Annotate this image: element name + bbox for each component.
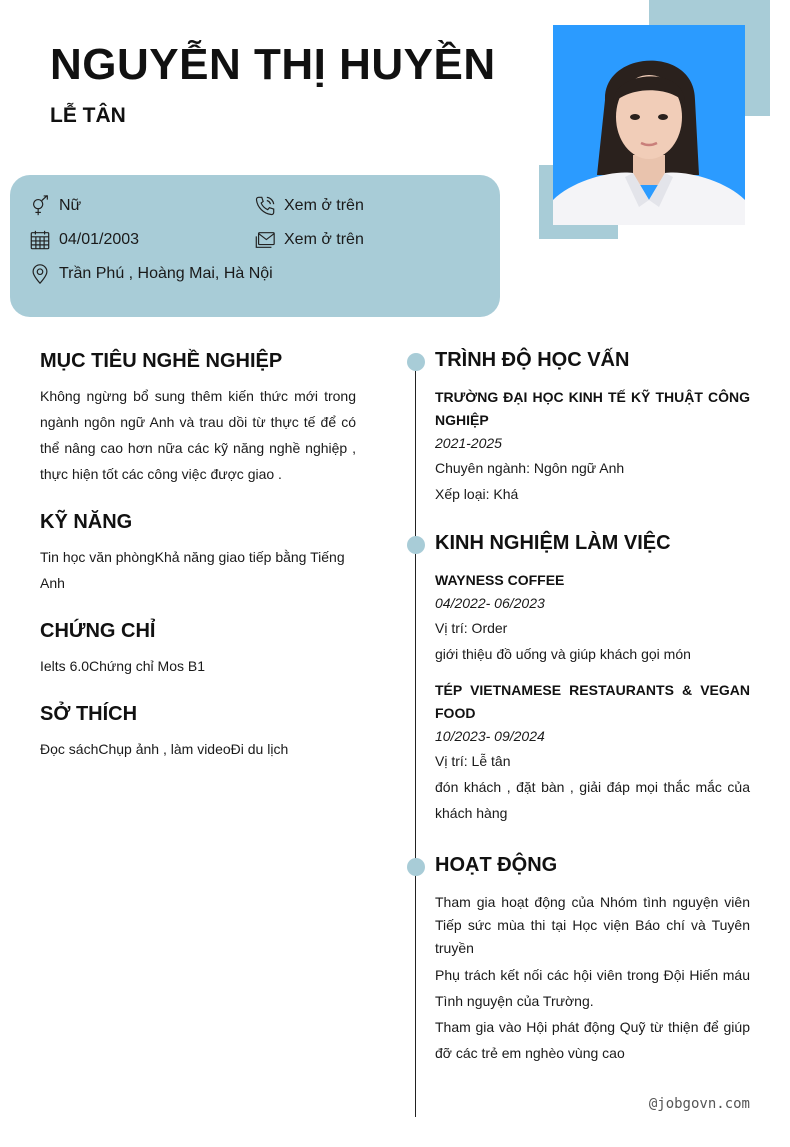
- timeline-dot-activities: [407, 858, 425, 876]
- contact-birthday: [29, 229, 139, 251]
- contact-info-box: [10, 175, 500, 317]
- job-entry: [435, 679, 750, 826]
- education-grade: Xếp loại: Khá: [435, 486, 519, 502]
- contact-gender: [29, 195, 81, 217]
- address-value: Trần Phú , Hoàng Mai, Hà Nội: [59, 265, 273, 282]
- hobbies-text: Đọc sáchChụp ảnh , làm videoĐi du lịch: [40, 741, 289, 757]
- certificates-title: CHỨNG CHỈ: [40, 620, 156, 642]
- profile-photo: [553, 25, 745, 225]
- job-position: Vị trí: Lễ tân: [435, 753, 511, 769]
- certificates-section: [40, 620, 356, 679]
- gender-value: Nữ: [59, 197, 82, 214]
- job-period: 04/2022- 06/2023: [435, 595, 545, 611]
- education-title: TRÌNH ĐỘ HỌC VẤN: [435, 349, 630, 371]
- job-title: LỄ TÂN: [50, 104, 126, 127]
- experience-section: [435, 532, 750, 826]
- skills-title: KỸ NĂNG: [40, 511, 133, 533]
- experience-title: KINH NGHIỆM LÀM VIỆC: [435, 532, 671, 554]
- job-description: đón khách , đặt bàn , giải đáp mọi thắc mắc của khách hàng: [435, 779, 750, 821]
- objective-title: MỤC TIÊU NGHỀ NGHIỆP: [40, 350, 283, 372]
- phone-icon: [254, 195, 276, 217]
- job-entry: [435, 569, 750, 667]
- education-major: Chuyên ngành: Ngôn ngữ Anh: [435, 460, 625, 476]
- job-company: WAYNESS COFFEE: [435, 572, 565, 588]
- location-pin-icon: [29, 263, 51, 285]
- envelope-icon: [254, 229, 276, 251]
- certificates-text: Ielts 6.0Chứng chỉ Mos B1: [40, 658, 206, 674]
- skills-section: [40, 511, 356, 596]
- contact-email[interactable]: [254, 229, 364, 251]
- timeline-dot-experience: [407, 536, 425, 554]
- watermark-text: @jobgovn.com: [648, 1096, 750, 1112]
- birthday-value: 04/01/2003: [59, 231, 140, 248]
- timeline-line: [415, 362, 416, 1117]
- job-period: 10/2023- 09/2024: [435, 728, 545, 744]
- school-name: TRƯỜNG ĐẠI HỌC KINH TẾ KỸ THUẬT CÔNG NGHIỆP: [435, 389, 750, 428]
- job-position: Vị trí: Order: [435, 620, 508, 636]
- phone-value: Xem ở trên: [284, 197, 364, 214]
- education-section: [435, 349, 750, 507]
- objective-section: [40, 350, 356, 487]
- gender-icon: [29, 195, 51, 217]
- contact-phone[interactable]: [254, 195, 364, 217]
- job-description: giới thiệu đồ uống và giúp khách gọi món: [435, 646, 691, 662]
- hobbies-title: SỞ THÍCH: [40, 703, 138, 725]
- education-period: 2021-2025: [435, 435, 502, 451]
- calendar-icon: [29, 229, 51, 251]
- timeline-dot-education: [407, 353, 425, 371]
- activity-item: Phụ trách kết nối các hội viên trong Đội Hiến máu Tình nguyện của Trường.: [435, 967, 750, 1009]
- activity-item: Tham gia vào Hội phát động Quỹ từ thiện để giúp đỡ các trẻ em nghèo vùng cao: [435, 1019, 750, 1061]
- objective-text: Không ngừng bổ sung thêm kiến thức mới trong ngành ngôn ngữ Anh và trau dồi từ thực tế để có thể nâng cao hơn nữa các kỹ năng nghề nghiệp , thực hiện tốt các công việc được giao .: [40, 388, 356, 482]
- activities-title: HOẠT ĐỘNG: [435, 854, 558, 876]
- activities-section: [435, 854, 750, 1066]
- skills-text: Tin học văn phòngKhả năng giao tiếp bằng Tiếng Anh: [40, 549, 345, 591]
- job-company: TÉP VIETNAMESE RESTAURANTS & VEGAN FOOD: [435, 682, 750, 721]
- email-value: Xem ở trên: [284, 231, 364, 248]
- contact-address: [29, 263, 273, 285]
- candidate-name: NGUYỄN THỊ HUYỀN: [50, 40, 496, 89]
- activity-item: Tham gia hoạt động của Nhóm tình nguyện viên Tiếp sức mùa thi tại Học viện Báo chí và Tuyên truyền: [435, 894, 750, 956]
- hobbies-section: [40, 703, 356, 762]
- left-column: [40, 350, 356, 786]
